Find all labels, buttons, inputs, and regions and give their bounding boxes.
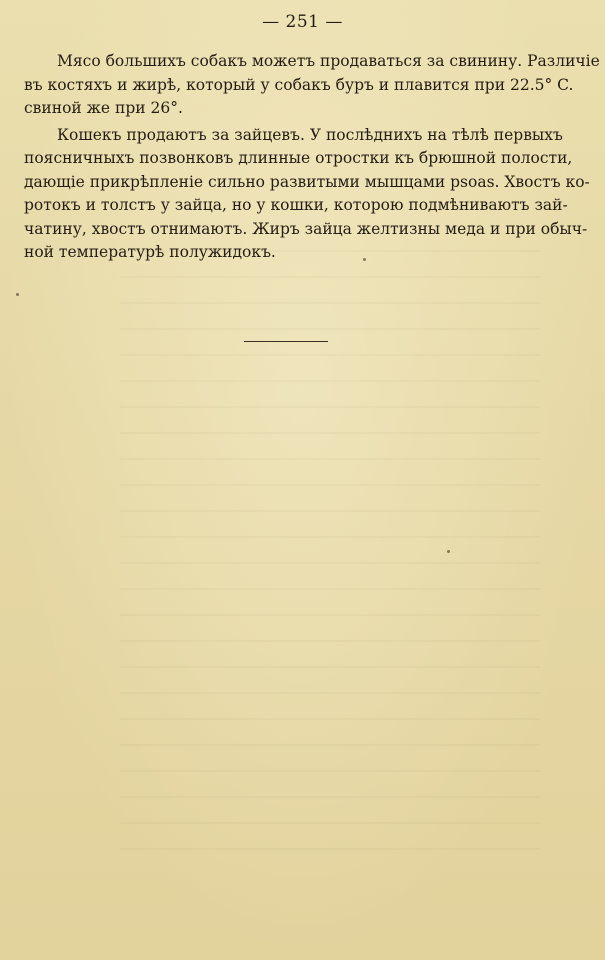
paragraph-line: въ костяхъ и жирѣ, который у собакъ буръ и плавится при 22.5° C. bbox=[24, 75, 574, 94]
paragraph-line: поясничныхъ позвонковъ длинные отростки къ брюшной полости, bbox=[24, 149, 573, 167]
paper-speck bbox=[363, 258, 366, 261]
paper-speck bbox=[16, 293, 19, 296]
show-through-bleed bbox=[120, 250, 540, 850]
paragraph-line: дающіе прикрѣпленіе сильно развитыми мышцами psoas. Хвостъ ко- bbox=[24, 172, 590, 191]
paragraph-line: Мясо большихъ собакъ можетъ продаваться за свинину. Различіе bbox=[57, 52, 600, 70]
paragraph-2 bbox=[24, 124, 590, 265]
section-divider-rule bbox=[244, 341, 328, 342]
paragraph-line: чатину, хвостъ отнимаютъ. Жиръ зайца желтизны меда и при обыч- bbox=[24, 219, 588, 238]
paper-speck bbox=[447, 550, 450, 553]
body-text bbox=[24, 50, 600, 265]
page-number: — 251 — bbox=[262, 12, 343, 32]
paragraph-line: Кошекъ продаютъ за зайцевъ. У послѣднихъ на тѣлѣ первыхъ bbox=[57, 125, 563, 144]
paragraph-1 bbox=[24, 50, 600, 121]
paragraph-line: ной температурѣ полужидокъ. bbox=[24, 243, 276, 261]
paragraph-line: свиной же при 26°. bbox=[24, 99, 183, 117]
paragraph-line: ротокъ и толстъ у зайца, но у кошки, которою подмѣниваютъ зай- bbox=[24, 196, 568, 214]
